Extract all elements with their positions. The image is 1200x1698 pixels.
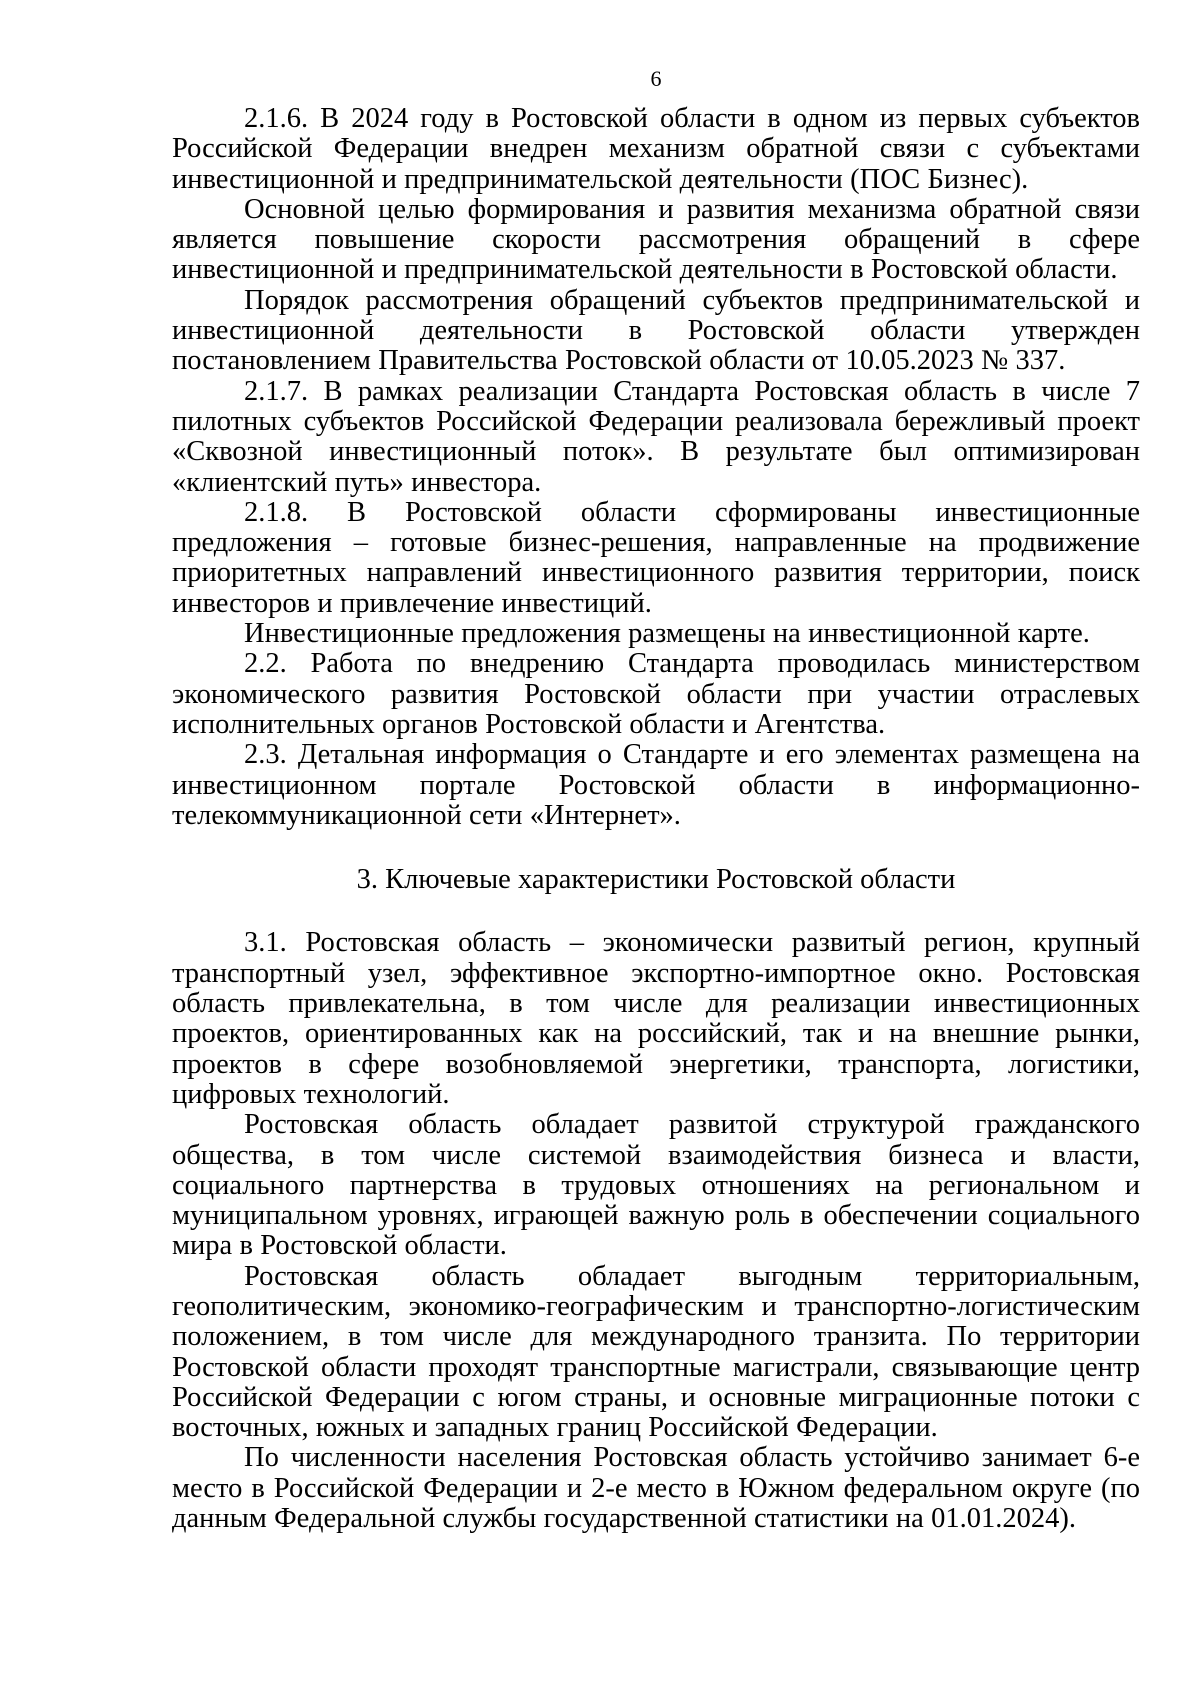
- paragraph-2-1-8: 2.1.8. В Ростовской области сформированы инвестиционные предложения – готовые бизнес-решения, направленные на продвижение приоритетных направлений инвестиционного развития территории, поиск инвесторов и привлечение инвестиций.: [172, 496, 1140, 619]
- document-page: [172, 66, 1140, 1534]
- paragraph-investment-map: Инвестиционные предложения размещены на инвестиционной карте.: [244, 618, 1090, 650]
- paragraph-appeals-procedure: Порядок рассмотрения обращений субъектов предпринимательской и инвестиционной деятельности в Ростовской области утвержден постановлением Правительства Ростовской области от 10.05.2023 № 337.: [172, 284, 1140, 377]
- page-number: 6: [650, 66, 662, 91]
- paragraph-geographic-position: Ростовская область обладает выгодным территориальным, геополитическим, экономико-географическим и транспортно-логистическим положением, в том числе для международного транзита. По территории Ростовской области проходят транспортные магистрали, связывающие центр Российской Федерации с югом страны, и основные миграционные потоки с восточных, южных и западных границ Российской Федерации.: [172, 1260, 1140, 1444]
- paragraph-population-rank: По численности населения Ростовская область устойчиво занимает 6-е место в Российской Федерации и 2-е место в Южном федеральном округе (по данным Федеральной службы государственной статистики на 01.01.2024).: [172, 1442, 1140, 1535]
- paragraph-2-1-6: 2.1.6. В 2024 году в Ростовской области в одном из первых субъектов Российской Федерации внедрен механизм обратной связи с субъектами инвестиционной и предпринимательской деятельности (ПОС Бизнес).: [172, 103, 1140, 195]
- paragraph-3-1: 3.1. Ростовская область – экономически развитый регион, крупный транспортный узел, эффективное экспортно-импортное окно. Ростовская область привлекательна, в том числе для реализации инвестиционных проектов, ориентированных как на российский, так и на внешние рынки, проектов в сфере возобновляемой энергетики, транспорта, логистики, цифровых технологий.: [172, 927, 1140, 1110]
- paragraph-2-2: 2.2. Работа по внедрению Стандарта проводилась министерством экономического развития Ростовской области при участии отраслевых исполнительных органов Ростовской области и Агентства.: [172, 648, 1140, 740]
- paragraph-2-1-7: 2.1.7. В рамках реализации Стандарта Ростовская область в числе 7 пилотных субъектов Российской Федерации реализовала бережливый проект «Сквозной инвестиционный поток». В результате был оптимизирован «клиентский путь» инвестора.: [172, 375, 1140, 498]
- paragraph-feedback-goal: Основной целью формирования и развития механизма обратной связи является повышение скорости рассмотрения обращений в сфере инвестиционной и предпринимательской деятельности в Ростовской области.: [172, 193, 1140, 286]
- paragraph-civil-society: Ростовская область обладает развитой структурой гражданского общества, в том числе системой взаимодействия бизнеса и власти, социального партнерства в трудовых отношениях на региональном и муниципальном уровнях, играющей важную роль в обеспечении социального мира в Ростовской области.: [172, 1109, 1140, 1262]
- paragraph-2-3: 2.3. Детальная информация о Стандарте и его элементах размещена на инвестиционном портале Ростовской области в информационно-телекоммуникационной сети «Интернет».: [172, 739, 1140, 831]
- section-3-heading: 3. Ключевые характеристики Ростовской области: [356, 864, 956, 896]
